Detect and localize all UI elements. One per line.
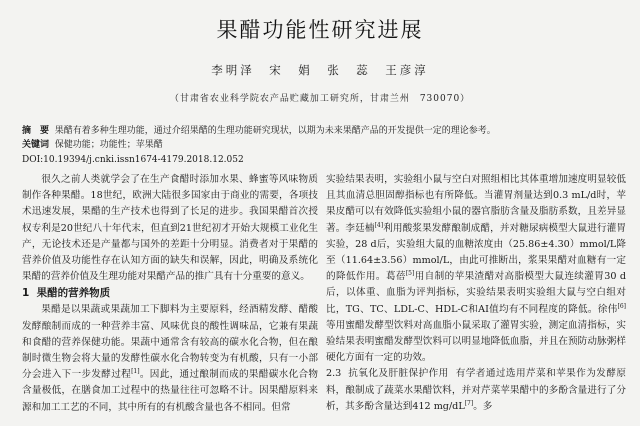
section-number: 1 [22, 287, 30, 300]
citation-ref: [6] [617, 302, 626, 310]
author-affiliation: （甘肃省农业科学院农产品贮藏加工研究所，甘肃兰州 730070） [169, 94, 471, 104]
doi: DOI:10.19394/j.cnki.issn1674-4179.2018.12.052 [22, 155, 244, 165]
section-title: 果醋的营养物质 [36, 287, 111, 300]
subsection-title: 抗氧化及肝脏保护作用 [348, 368, 449, 380]
subsection-paragraph [326, 366, 626, 415]
abstract [22, 124, 626, 138]
paragraph-text: 有学者通过选用芹菜和苹果作为发酵原料，酿制成了蔬菜水果醋饮料，并对芹菜苹果醋中的多酚含量进行了分析，其多酚含量达到412 mg/dL [326, 368, 626, 412]
citation-ref: [1] [131, 368, 140, 376]
intro-paragraph: 很久之前人类就学会了在生产食醋时添加水果、蜂蜜等风味物质制作各种果醋。18世纪，欧洲大陆很多国家由于商业的需要，各项技术迅速发展，果醋的生产技术也得到了长足的进步。我国果醋首次授权专利是20世纪八十年代末，但直到21世纪初才开始大规模工业化生产，无论技术还是产量都与国外的差距十分明显。消费者对于果醋的营养价值及功能性存在认知方面的缺失和误解，因此，明确及系统化果醋的营养价值及生理功能对果醋产品的推广具有十分重要的意义。 [22, 174, 318, 283]
abstract-text: 果醋有着多种生理功能，通过介绍果醋的生理功能研究现状，以期为未来果醋产品的开发提供一定的理论参考。 [54, 126, 496, 136]
left-column [22, 172, 318, 416]
body-paragraph [22, 302, 318, 415]
paragraph-text: 用自制的苹果渣醋对高脂模型大鼠连续灌胃30 d后，以体重、血脂为评判指标，实验结果表明实验组大鼠与空白组对比，TG、TC、LDL-C、HDL-C和AI值均有不同程度的降低。徐伟 [326, 271, 627, 315]
keywords [22, 138, 626, 152]
author-list: 李明泽 宋 娟 张 蕊 王彦淳 [211, 63, 429, 77]
paragraph-text: 。多 [473, 400, 493, 412]
paragraph-text: 利用酸浆果发酵酿制成醋，并对糖尿病模型大鼠进行灌胃实验，28 d后，实验组大鼠的血糖浓度由（25.86±4.30）mmol/L降至（11.64±3.56）mmol/L，由此可推断出，浆果果醋对血糖有一定的降低作用。葛蓓 [326, 222, 627, 283]
paragraph-text: 等用蜜醋发酵型饮料对高血脂小鼠采取了灌胃实验，测定血清指标，实验结果表明蜜醋发酵型饮料可以明显地降低血脂，并且在预防动脉粥样硬化方面有一定的功效。 [326, 319, 626, 364]
subsection-number: 2.3 [326, 368, 342, 380]
right-column [326, 172, 626, 415]
keywords-label: 关键词 [22, 140, 50, 150]
paragraph-text: 实验结果表明，实验组小鼠与空白对照组相比其体重增加速度明显较低且其血清总胆固醇指标也有所降低。当灌胃剂量达到0.3 mL/d时，苹果皮醋可以有效降低实验组小鼠的器官脂肪含量及脂肪系数，且差异显著。李廷楠 [326, 174, 626, 234]
abstract-label: 摘 要 [22, 126, 50, 136]
keywords-text: 保健功能；功能性；苹果醋 [54, 140, 163, 150]
paragraph-text: 果醋是以果蔬或果蔬加工下脚料为主要原料，经酒精发酵、醋酸发酵酿制而成的一种营养丰富、风味优良的酸性调味品，它兼有果蔬和食醋的营养保健功能。果蔬中通常含有较高的碳水化合物，但在酿制时微生物会将大量的发酵性碳水化合物转变为有机酸，只有一小部分会进入下一步发酵过程 [22, 304, 318, 381]
citation-ref: [7] [464, 399, 474, 407]
section-heading-1 [22, 285, 318, 302]
citation-ref: [5] [405, 270, 415, 278]
paper-title: 果醋功能性研究进展 [216, 18, 424, 42]
body-paragraph [326, 172, 626, 366]
citation-ref: [4] [374, 221, 384, 229]
paragraph-text: 。因此，通过酿制而成的果醋碳水化合物含量极低，在膳食加工过程中的热量往往可忽略不计。因果醋原料来源和加工工艺的不同，其中所有的有机酸含量也各不相同。但常 [22, 369, 319, 413]
